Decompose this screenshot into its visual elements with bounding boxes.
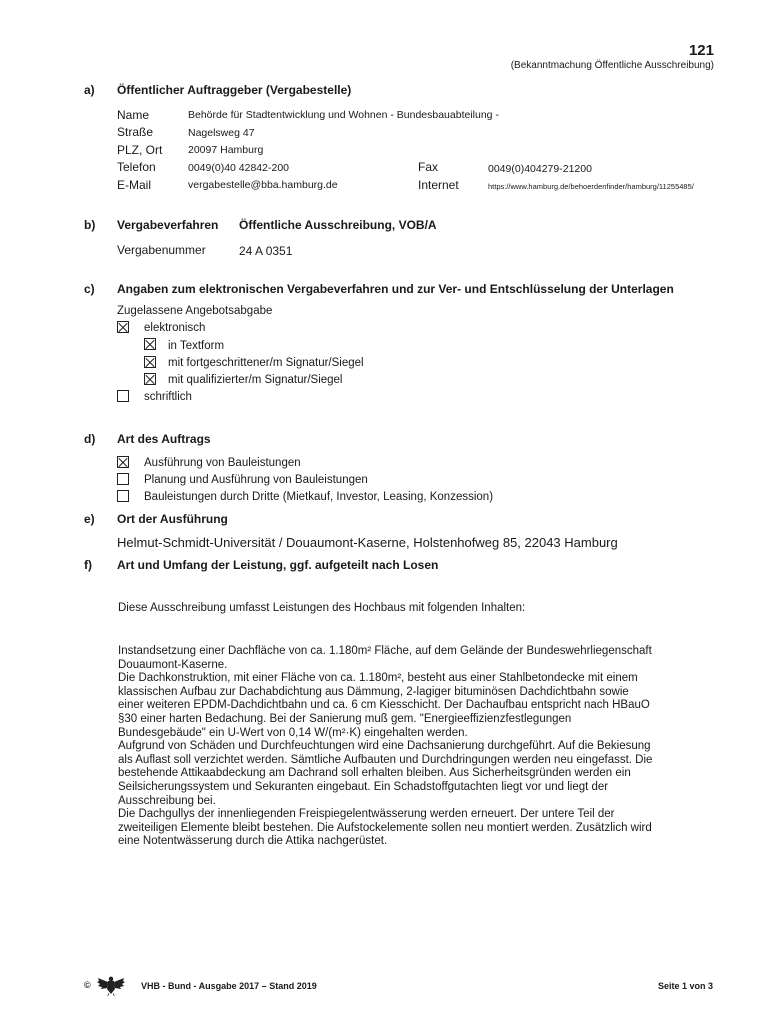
scope-line: Die Dachgullys der innenliegenden Freispiegelentwässerung werden erneuert. Der untere Teil der xyxy=(118,808,615,821)
scope-line: bestehende Attikaabdeckung am Dachrand soll erhalten bleiben. Aus Sicherheitsgründen werden ein xyxy=(118,767,631,780)
edition-info: VHB - Bund - Ausgabe 2017 – Stand 2019 xyxy=(141,981,317,991)
name-value: Behörde für Stadtentwicklung und Wohnen - Bundesbauabteilung - xyxy=(188,109,499,121)
option-construction-execution: Ausführung von Bauleistungen xyxy=(144,457,301,469)
option-third-party: Bauleistungen durch Dritte (Mietkauf, Investor, Leasing, Konzession) xyxy=(144,491,494,503)
page-of-total: Seite 1 von 3 xyxy=(657,981,713,991)
section-b-letter: b) xyxy=(84,218,96,232)
checkbox-third-party[interactable] xyxy=(117,490,129,502)
federal-eagle-icon xyxy=(96,974,126,996)
fax-value: 0049(0)404279-21200 xyxy=(488,163,592,175)
section-d-heading xyxy=(84,432,211,446)
email-label: E-Mail xyxy=(117,178,152,192)
option-written: schriftlich xyxy=(144,391,192,403)
scope-line: Aufgrund von Schäden und Durchfeuchtungen wird eine Dachsanierung durchgeführt. Auf die Bekiesung xyxy=(118,740,651,753)
award-number-label: Vergabenummer xyxy=(117,243,206,257)
internet-value: https://www.hamburg.de/behoerdenfinder/hamburg/11255485/ xyxy=(488,182,694,191)
scope-line: §30 einer harten Bedachung. Bei der Sanierung muß gem. "Energieeffizienzfestlegungen xyxy=(118,712,572,725)
copyright-mark: © xyxy=(84,980,91,990)
award-number-value: 24 A 0351 xyxy=(239,244,293,258)
scope-line: Ausschreibung bei. xyxy=(118,794,216,807)
scope-line: Instandsetzung einer Dachfläche von ca. 1.180m² Fläche, auf dem Gelände der Bundeswehrliegenschaft xyxy=(118,645,652,657)
page-number: 121 xyxy=(688,42,714,59)
execution-location: Helmut-Schmidt-Universität / Douaumont-Kaserne, Holstenhofweg 85, 22043 Hamburg xyxy=(117,535,618,550)
checkbox-text-form[interactable] xyxy=(144,338,156,350)
fax-label: Fax xyxy=(418,160,439,174)
street-value: Nagelsweg 47 xyxy=(188,127,255,139)
section-b-heading xyxy=(84,218,218,232)
scope-line: Seilsicherungssystem und Sekuranten eingebaut. Ein Schadstoffgutachten liegt vor und liegt der xyxy=(118,780,609,793)
submission-intro: Zugelassene Angebotsabgabe xyxy=(117,305,273,317)
section-f-heading xyxy=(84,558,438,572)
street-label: Straße xyxy=(117,125,154,139)
scope-line: klassischen Aufbau zur Dachabdichtung aus Dämmung, 2-lagiger bituminösen Dachdichtbahn sowie xyxy=(118,685,629,698)
scope-intro: Diese Ausschreibung umfasst Leistungen des Hochbaus mit folgenden Inhalten: xyxy=(118,602,526,614)
city-label: PLZ, Ort xyxy=(117,143,163,157)
section-d-title: Art des Auftrags xyxy=(117,432,211,446)
section-a-title: Öffentlicher Auftraggeber (Vergabestelle) xyxy=(117,83,352,97)
section-b-title: Vergabeverfahren xyxy=(117,218,219,232)
section-a-letter: a) xyxy=(84,83,95,97)
section-c-heading xyxy=(84,282,674,296)
name-label: Name xyxy=(117,108,150,122)
phone-label: Telefon xyxy=(117,160,156,174)
phone-value: 0049(0)40 42842-200 xyxy=(188,162,290,174)
section-d-letter: d) xyxy=(84,432,96,446)
checkbox-qualified-signature[interactable] xyxy=(144,373,156,385)
section-c-title: Angaben zum elektronischen Vergabeverfahren und zur Ver- und Entschlüsselung der Unterlagen xyxy=(117,282,674,296)
option-electronic: elektronisch xyxy=(144,322,206,334)
scope-line: eine Notentwässerung durch die Attika nachgerüstet. xyxy=(118,835,388,848)
section-f-letter: f) xyxy=(84,558,92,572)
checkbox-written[interactable] xyxy=(117,390,129,402)
checkbox-construction-execution[interactable] xyxy=(117,456,129,468)
internet-label: Internet xyxy=(418,178,459,192)
section-e-letter: e) xyxy=(84,512,95,526)
document-subtitle: (Bekanntmachung Öffentliche Ausschreibung) xyxy=(510,60,714,71)
option-advanced-signature: mit fortgeschrittener/m Signatur/Siegel xyxy=(168,357,364,369)
scope-line: zweiteiligen Elemente bleibt bestehen. Die Aufstockelemente sollen neu montiert werden. Zusätzlich wird xyxy=(118,821,652,834)
option-planning-execution: Planung und Ausführung von Bauleistungen xyxy=(144,474,368,486)
scope-line: einer weiteren EPDM-Dachdichtbahn und ca. 6 cm Kiesschicht. Der Dachaufbau entspricht nach HBauO xyxy=(118,699,650,712)
section-f-title: Art und Umfang der Leistung, ggf. aufgeteilt nach Losen xyxy=(117,558,439,572)
section-a-heading xyxy=(84,83,351,97)
option-qualified-signature: mit qualifizierter/m Signatur/Siegel xyxy=(168,374,343,386)
scope-line: Douaumont-Kaserne. xyxy=(118,658,228,671)
checkbox-planning-execution[interactable] xyxy=(117,473,129,485)
procedure-type: Öffentliche Ausschreibung, VOB/A xyxy=(239,218,437,232)
section-e-title: Ort der Ausführung xyxy=(117,512,228,526)
scope-description xyxy=(118,645,728,849)
option-text-form: in Textform xyxy=(168,340,225,352)
scope-line: als Auflast soll verzichtet werden. Sämtliche Aufbauten und Durchdringungen werden neu eingefasst. Die xyxy=(118,753,653,766)
section-e-heading xyxy=(84,512,228,526)
scope-line: Die Dachkonstruktion, mit einer Fläche von ca. 1.180m², besteht aus einer Stahlbetondecke mit einem xyxy=(118,672,638,685)
checkbox-electronic[interactable] xyxy=(117,321,129,333)
section-c-letter: c) xyxy=(84,282,95,296)
city-value: 20097 Hamburg xyxy=(188,144,264,156)
email-value: vergabestelle@bba.hamburg.de xyxy=(188,179,338,191)
checkbox-advanced-signature[interactable] xyxy=(144,356,156,368)
scope-line: Bundesgebäude" ein U-Wert von 0,14 W/(m²·K) eingehalten werden. xyxy=(118,726,468,739)
